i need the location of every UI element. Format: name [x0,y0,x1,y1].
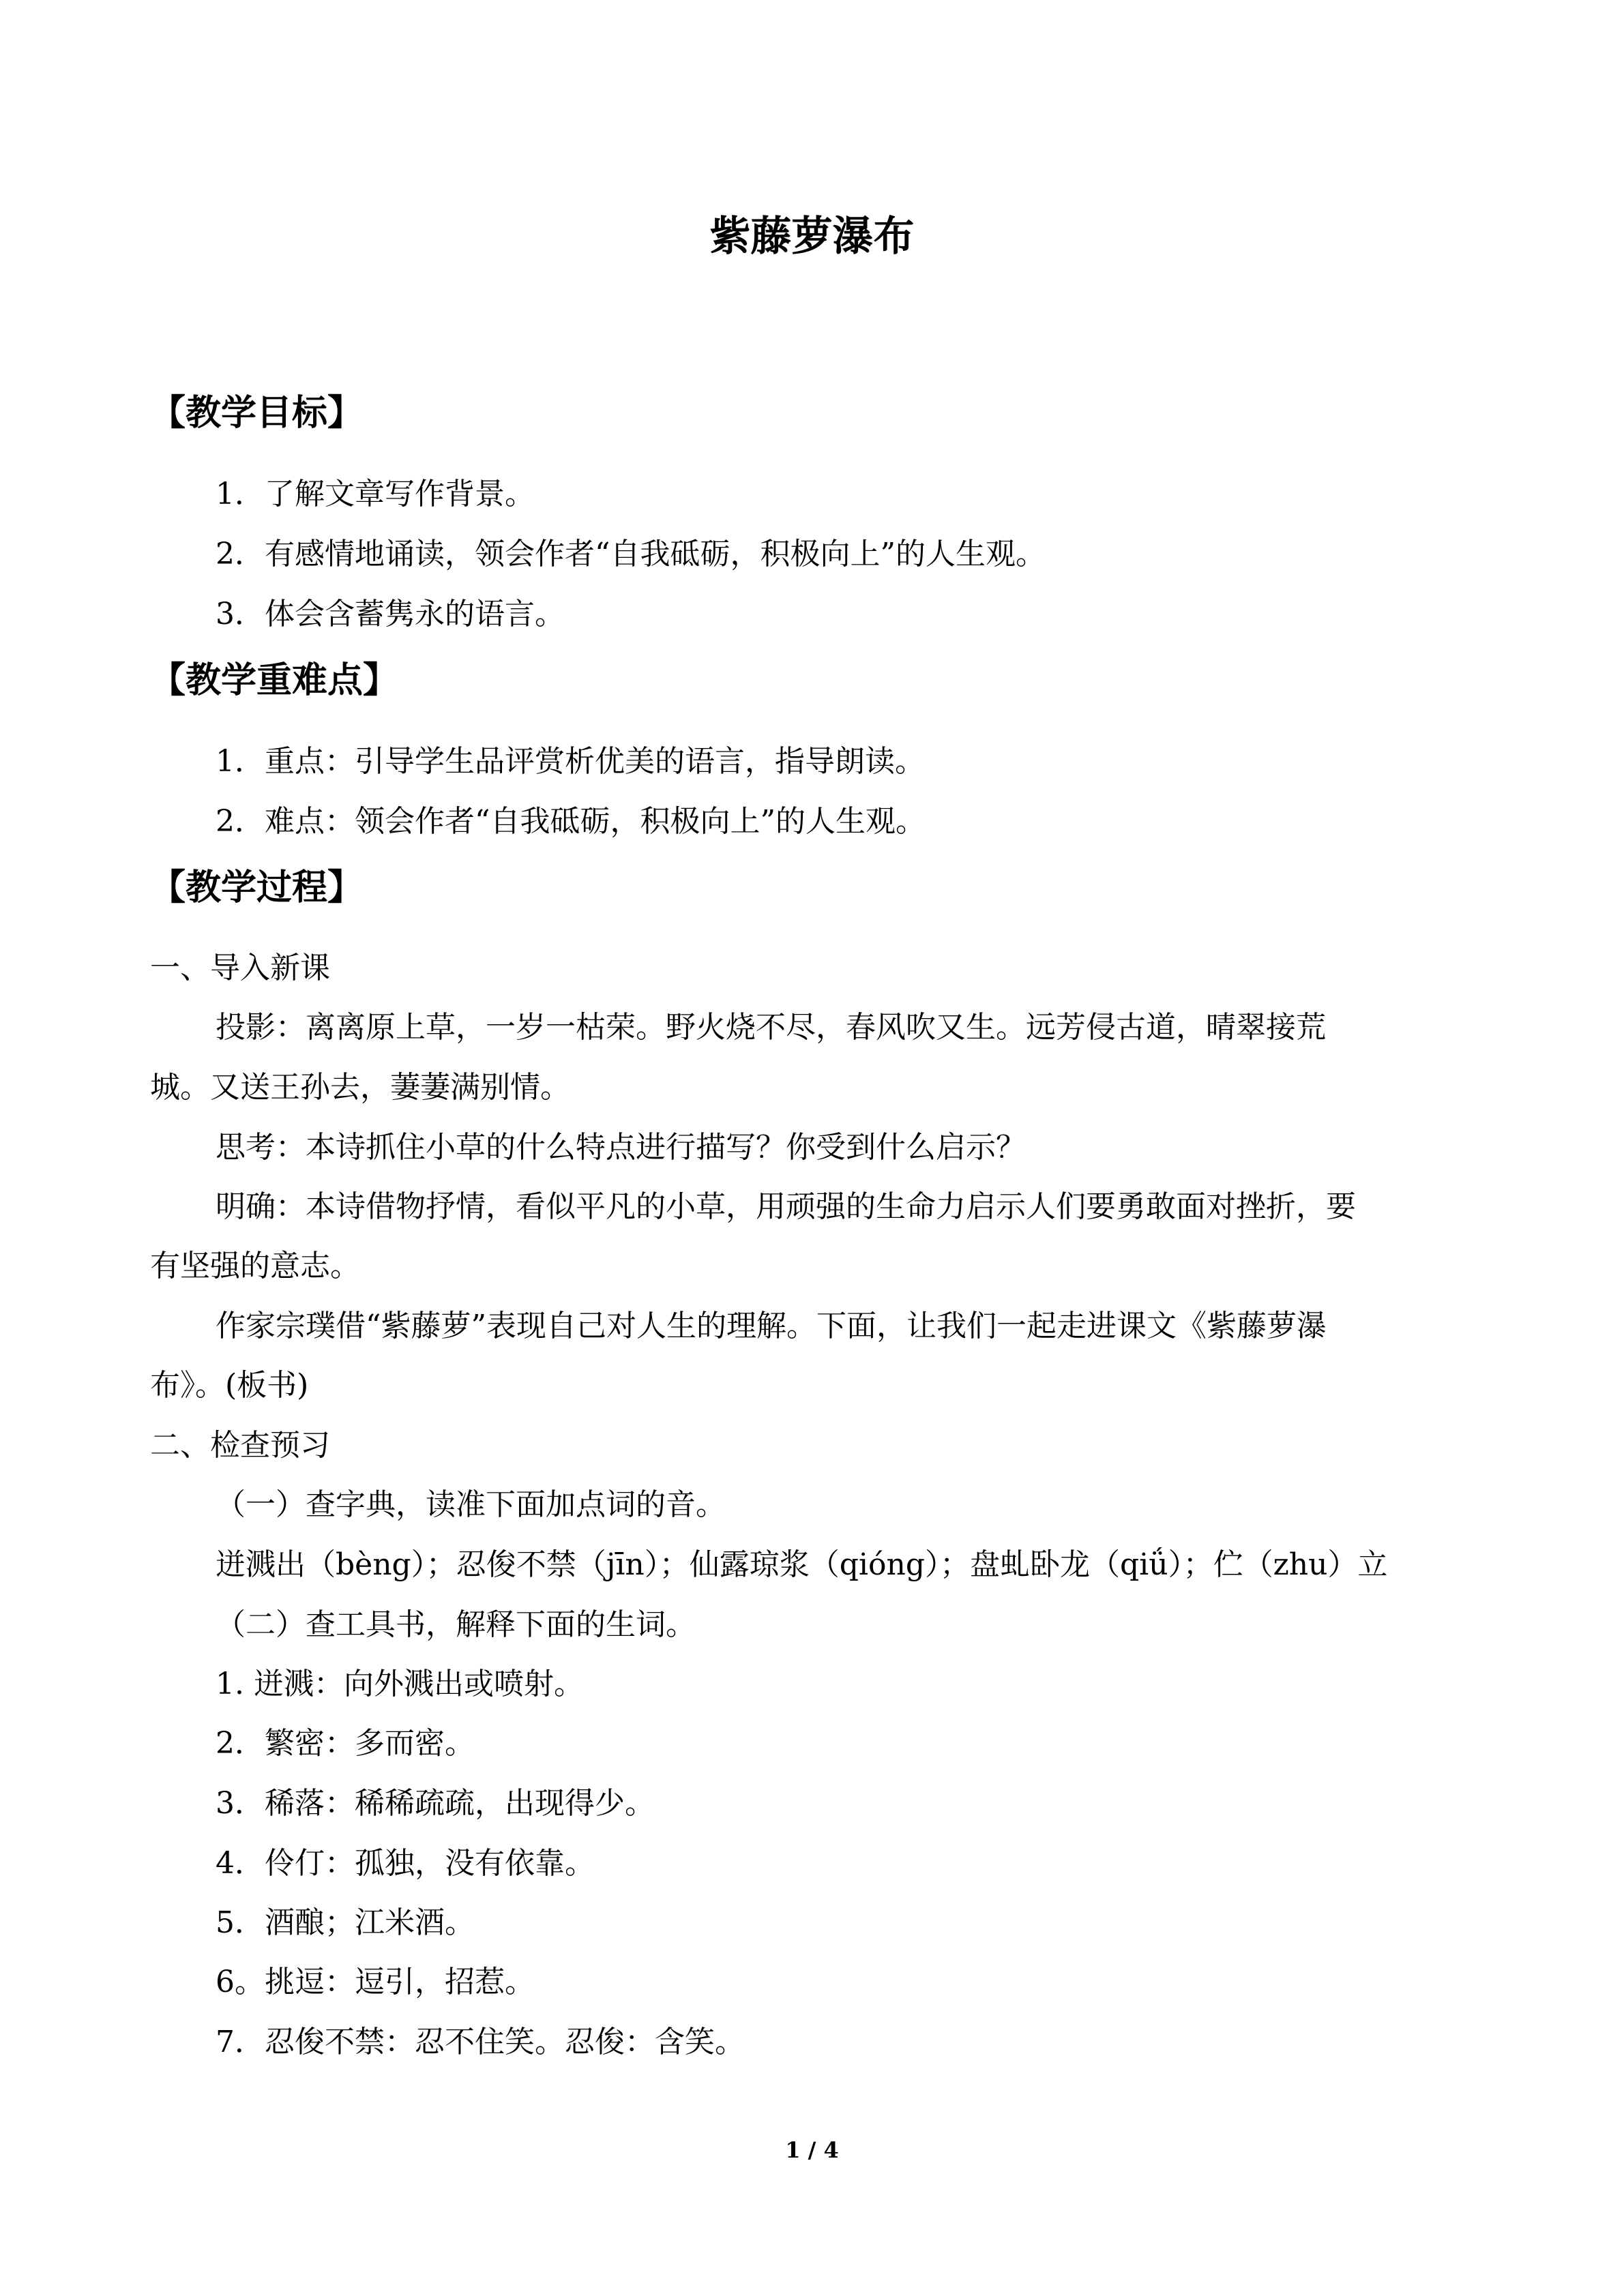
subsection-heading-intro: 一、导入新课 [150,951,330,985]
vocab-item: 6。挑逗：逗引，招惹。 [216,1965,535,1999]
paragraph-clarify-cont: 有坚强的意志。 [150,1249,360,1283]
page-number: 1 / 4 [785,2137,839,2163]
vocab-item: 4．伶仃：孤独，没有依靠。 [216,1846,595,1881]
objective-item: 1．了解文章写作背景。 [216,477,535,511]
paragraph-clarify: 明确：本诗借物抒情，看似平凡的小草，用顽强的生命力启示人们要勇敢面对挫折，要 [216,1189,1356,1224]
section-heading-key-points: 【教学重难点】 [150,659,399,701]
key-point-item: 2．难点：领会作者“自我砥砺，积极向上”的人生观。 [216,804,926,839]
vocab-item: 7．忍俊不禁：忍不住笑。忍俊：含笑。 [216,2025,745,2059]
vocab-item: 1. 迸溅：向外溅出或喷射。 [216,1667,584,1701]
vocab-item: 5．酒酿；江米酒。 [216,1905,475,1940]
paragraph-projection-cont: 城。又送王孙去，萋萋满别情。 [150,1070,570,1105]
preview-subheading-vocabulary: （二）查工具书，解释下面的生词。 [216,1607,696,1642]
vocab-item: 3．稀落：稀稀疏疏，出现得少。 [216,1786,655,1821]
objective-item: 3．体会含蓄隽永的语言。 [216,597,565,631]
pinyin-line: 迸溅出（bèng）；忍俊不禁（jīn）；仙露琼浆（qióng）；盘虬卧龙（qiǘ）；伫（zhu）立 [216,1547,1388,1582]
paragraph-lead: 作家宗璞借“紫藤萝”表现自己对人生的理解。下面，让我们一起走进课文《紫藤萝瀑 [216,1309,1327,1343]
paragraph-lead-cont: 布》。(板书) [150,1368,309,1403]
subsection-heading-preview: 二、检查预习 [150,1428,330,1463]
objective-item: 2．有感情地诵读，领会作者“自我砥砺，积极向上”的人生观。 [216,537,1046,571]
key-point-item: 1．重点：引导学生品评赏析优美的语言，指导朗读。 [216,744,925,779]
preview-subheading-pronunciation: （一）查字典，读准下面加点词的音。 [216,1487,726,1522]
page-title: 紫藤萝瀑布 [709,213,915,260]
vocab-item: 2．繁密：多而密。 [216,1726,475,1761]
paragraph-projection: 投影：离离原上草，一岁一枯荣。野火烧不尽，春风吹又生。远芳侵古道，晴翠接荒 [216,1010,1326,1045]
section-heading-process: 【教学过程】 [150,867,364,908]
paragraph-think: 思考：本诗抓住小草的什么特点进行描写？你受到什么启示？ [216,1130,1026,1165]
section-heading-objectives: 【教学目标】 [150,392,364,434]
